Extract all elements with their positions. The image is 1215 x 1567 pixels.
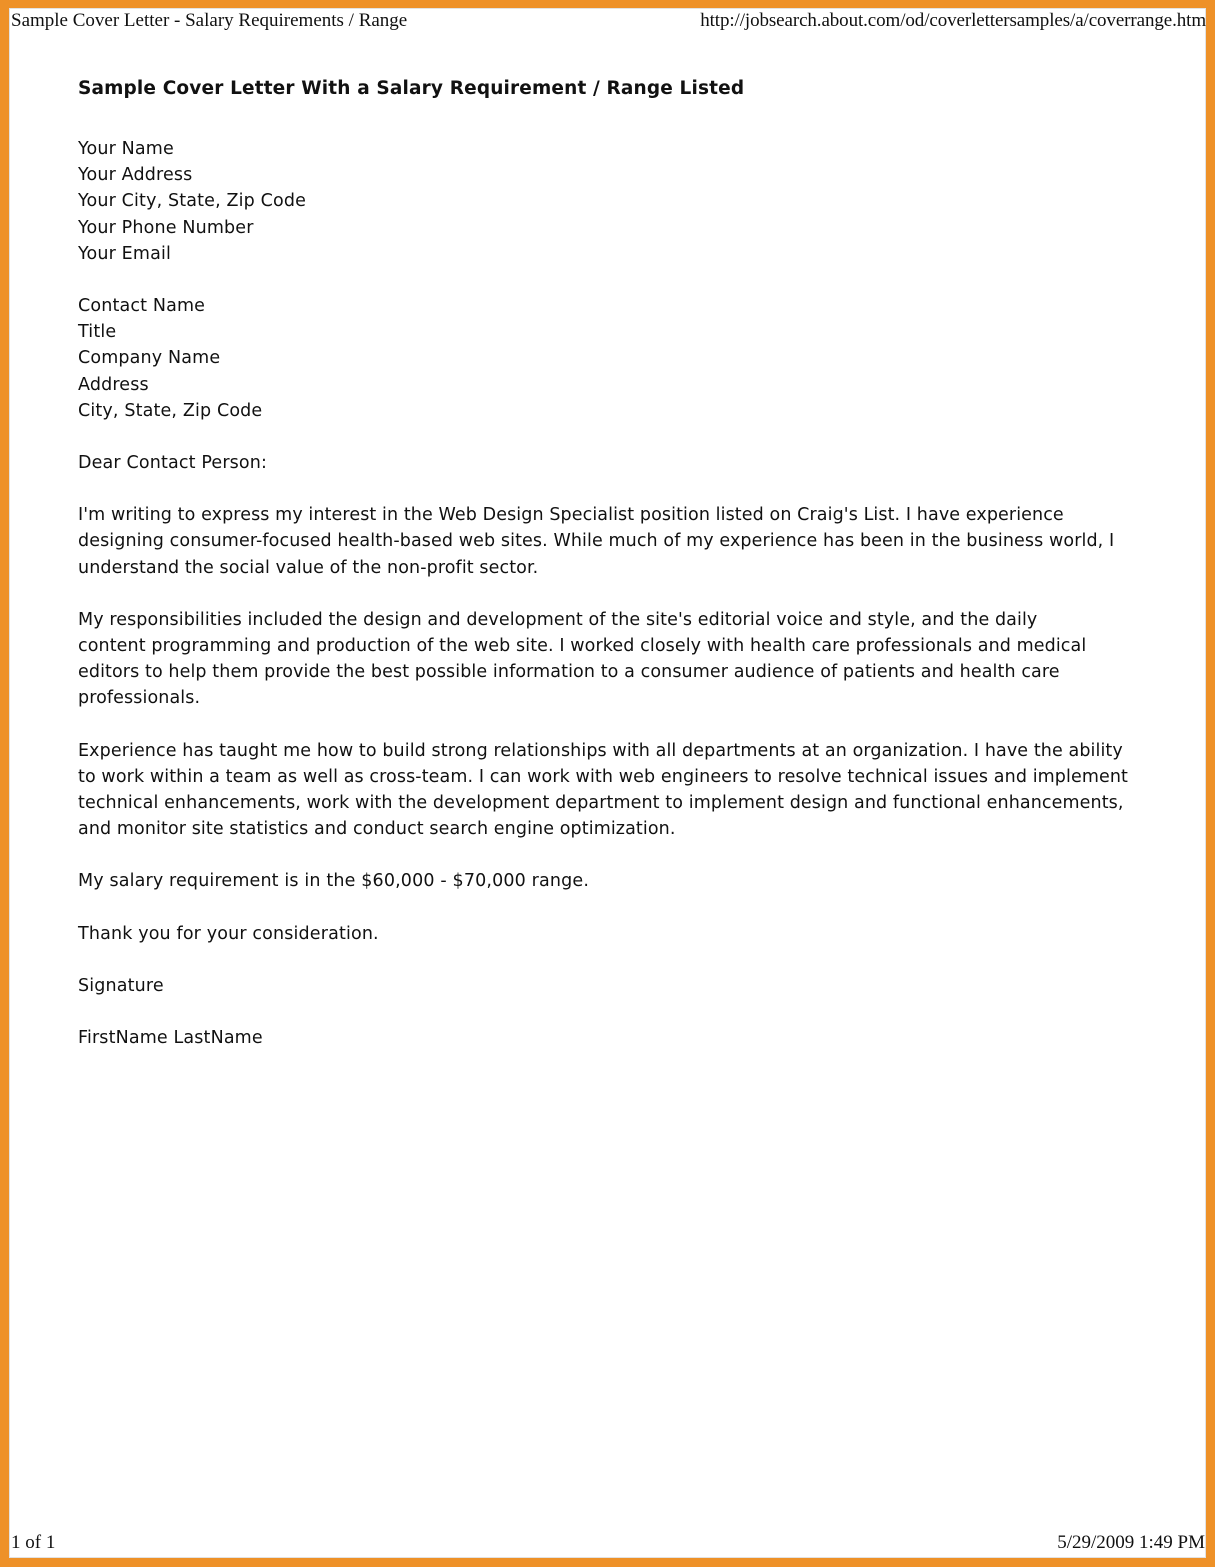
print-footer-page-number: 1 of 1 [11, 1532, 56, 1553]
sender-line: Your Email [78, 243, 171, 264]
body-paragraph-2: My responsibilities included the design and development of the site's editorial voice and style, and the daily content programming and production of the web site. I worked closely with health care professionals and medical editors to help them provide the best possible information to a consumer audience of patients and health care professionals. [78, 609, 1087, 709]
salary-requirement-line: My salary requirement is in the $60,000 - $70,000 range. [78, 871, 590, 892]
print-header-url: http://jobsearch.about.com/od/coverlettersamples/a/coverrange.htm [700, 10, 1206, 31]
browser-print-header [9, 8, 1206, 38]
recipient-line: Contact Name [78, 296, 206, 317]
print-footer-timestamp: 5/29/2009 1:49 PM [1057, 1532, 1205, 1553]
thank-you-line: Thank you for your consideration. [78, 923, 379, 944]
browser-print-footer [9, 1528, 1206, 1554]
recipient-line: City, State, Zip Code [78, 400, 263, 421]
recipient-line: Company Name [78, 348, 221, 369]
sender-line: Your Phone Number [78, 217, 254, 238]
recipient-line: Title [78, 322, 117, 343]
cover-letter-body [78, 78, 1134, 1051]
sender-line: Your City, State, Zip Code [78, 191, 307, 212]
print-header-title: Sample Cover Letter - Salary Requirements / Range [11, 10, 408, 31]
signer-name: FirstName LastName [78, 1028, 263, 1049]
body-paragraph-1: I'm writing to express my interest in the Web Design Specialist position listed on Craig's List. I have experience designing consumer-focused health-based web sites. While much of my experience has been in the business world, I understand the social value of the non-profit sector. [78, 505, 1115, 578]
signature-label: Signature [78, 975, 164, 996]
body-paragraph-3: Experience has taught me how to build strong relationships with all departments at an organization. I have the ability to work within a team as well as cross-team. I can work with web engineers to resolve technical issues and implement technical enhancements, work with the development department to implement design and functional enhancements, and monitor site statistics and conduct search engine optimization. [78, 740, 1129, 840]
sender-address-block [78, 136, 1134, 267]
sender-line: Your Name [78, 139, 174, 159]
sender-line: Your Address [78, 165, 193, 186]
recipient-line: Address [78, 374, 149, 395]
recipient-address-block [78, 293, 1134, 424]
letter-title: Sample Cover Letter With a Salary Requirement / Range Listed [78, 78, 745, 99]
salutation: Dear Contact Person: [78, 453, 268, 474]
